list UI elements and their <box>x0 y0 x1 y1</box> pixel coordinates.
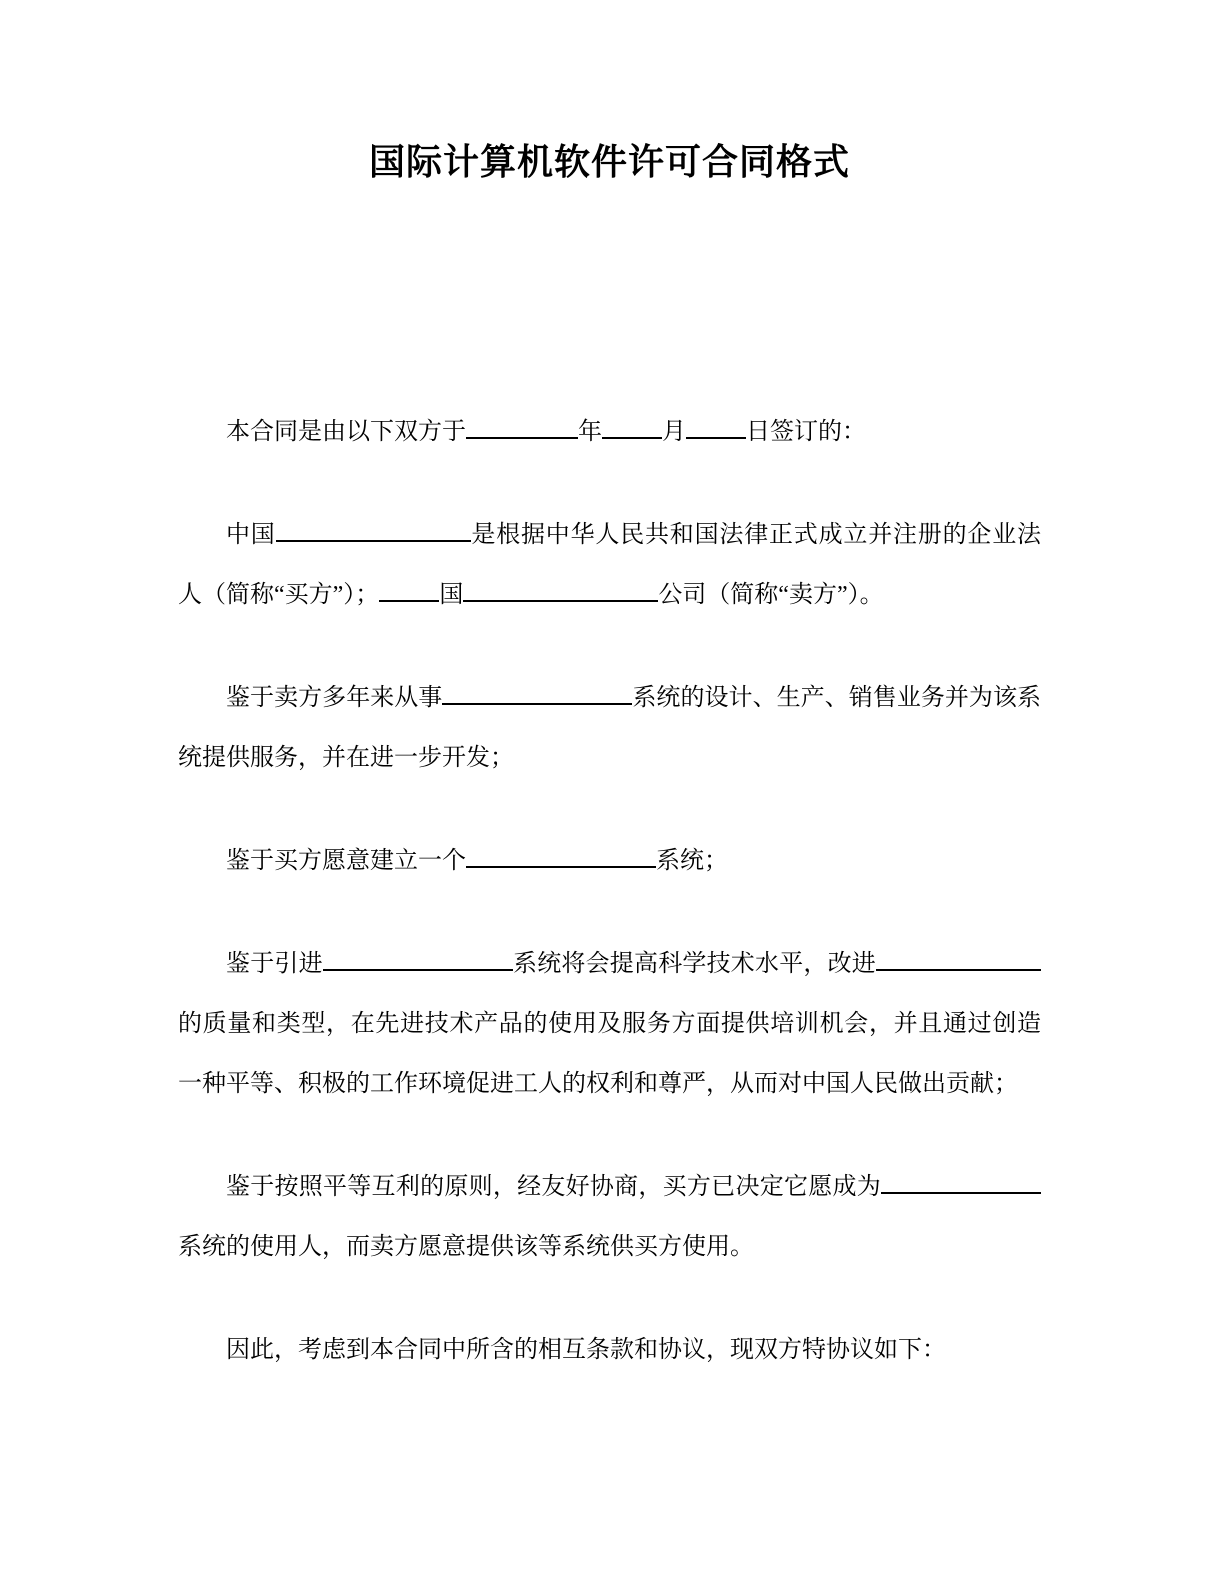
paragraph-text: 系统的设计、生产、销售业务并为该系统提供服务，并在进一步开发； <box>178 685 1042 771</box>
fill-in-blank <box>442 679 632 705</box>
paragraph-text: 的质量和类型，在先进技术产品的使用及服务方面提供培训机会，并且通过创造一种平等、积极的工作环境促进工人的权利和尊严，从而对中国人民做出贡献； <box>178 1011 1041 1097</box>
paragraph-text: 公司（简称“卖方”）。 <box>658 582 884 608</box>
document-title: 国际计算机软件许可合同格式 <box>368 141 850 182</box>
paragraph-text: 鉴于引进 <box>226 951 323 977</box>
contract-paragraph <box>178 1157 1041 1277</box>
fill-in-blank <box>463 576 658 602</box>
fill-in-blank <box>276 516 471 542</box>
contract-paragraph <box>178 668 1041 788</box>
paragraph-text: 国 <box>439 582 464 608</box>
contract-paragraph <box>178 934 1041 1114</box>
paragraph-text: 鉴于买方愿意建立一个 <box>226 848 466 874</box>
paragraph-text: 本合同是由以下双方于 <box>226 419 466 445</box>
paragraph-text: 日签订的： <box>746 419 866 445</box>
paragraph-text: 年 <box>578 419 602 445</box>
paragraph-text: 中国 <box>226 522 276 548</box>
paragraph-text: 月 <box>662 419 686 445</box>
paragraph-text: 是根据中华人民共和国法律正式成立并注册的企业法人（简称“买方”）； <box>178 522 1042 608</box>
fill-in-blank <box>876 945 1041 971</box>
document-body <box>178 402 1041 1380</box>
fill-in-blank <box>602 413 662 439</box>
contract-paragraph <box>178 1320 1041 1380</box>
fill-in-blank <box>466 842 656 868</box>
paragraph-text: 因此，考虑到本合同中所含的相互条款和协议，现双方特协议如下： <box>226 1337 946 1363</box>
fill-in-blank <box>379 576 439 602</box>
fill-in-blank <box>686 413 746 439</box>
paragraph-text: 系统将会提高科学技术水平，改进 <box>512 951 877 977</box>
contract-paragraph <box>178 402 1041 462</box>
fill-in-blank <box>323 945 513 971</box>
fill-in-blank <box>466 413 578 439</box>
fill-in-blank <box>881 1168 1041 1194</box>
contract-paragraph <box>178 831 1041 891</box>
paragraph-text: 鉴于卖方多年来从事 <box>226 685 443 711</box>
paragraph-text: 鉴于按照平等互利的原则，经友好协商，买方已决定它愿成为 <box>226 1174 881 1200</box>
contract-paragraph <box>178 505 1041 625</box>
paragraph-text: 系统； <box>656 848 728 874</box>
paragraph-text: 系统的使用人，而卖方愿意提供该等系统供买方使用。 <box>178 1234 754 1260</box>
